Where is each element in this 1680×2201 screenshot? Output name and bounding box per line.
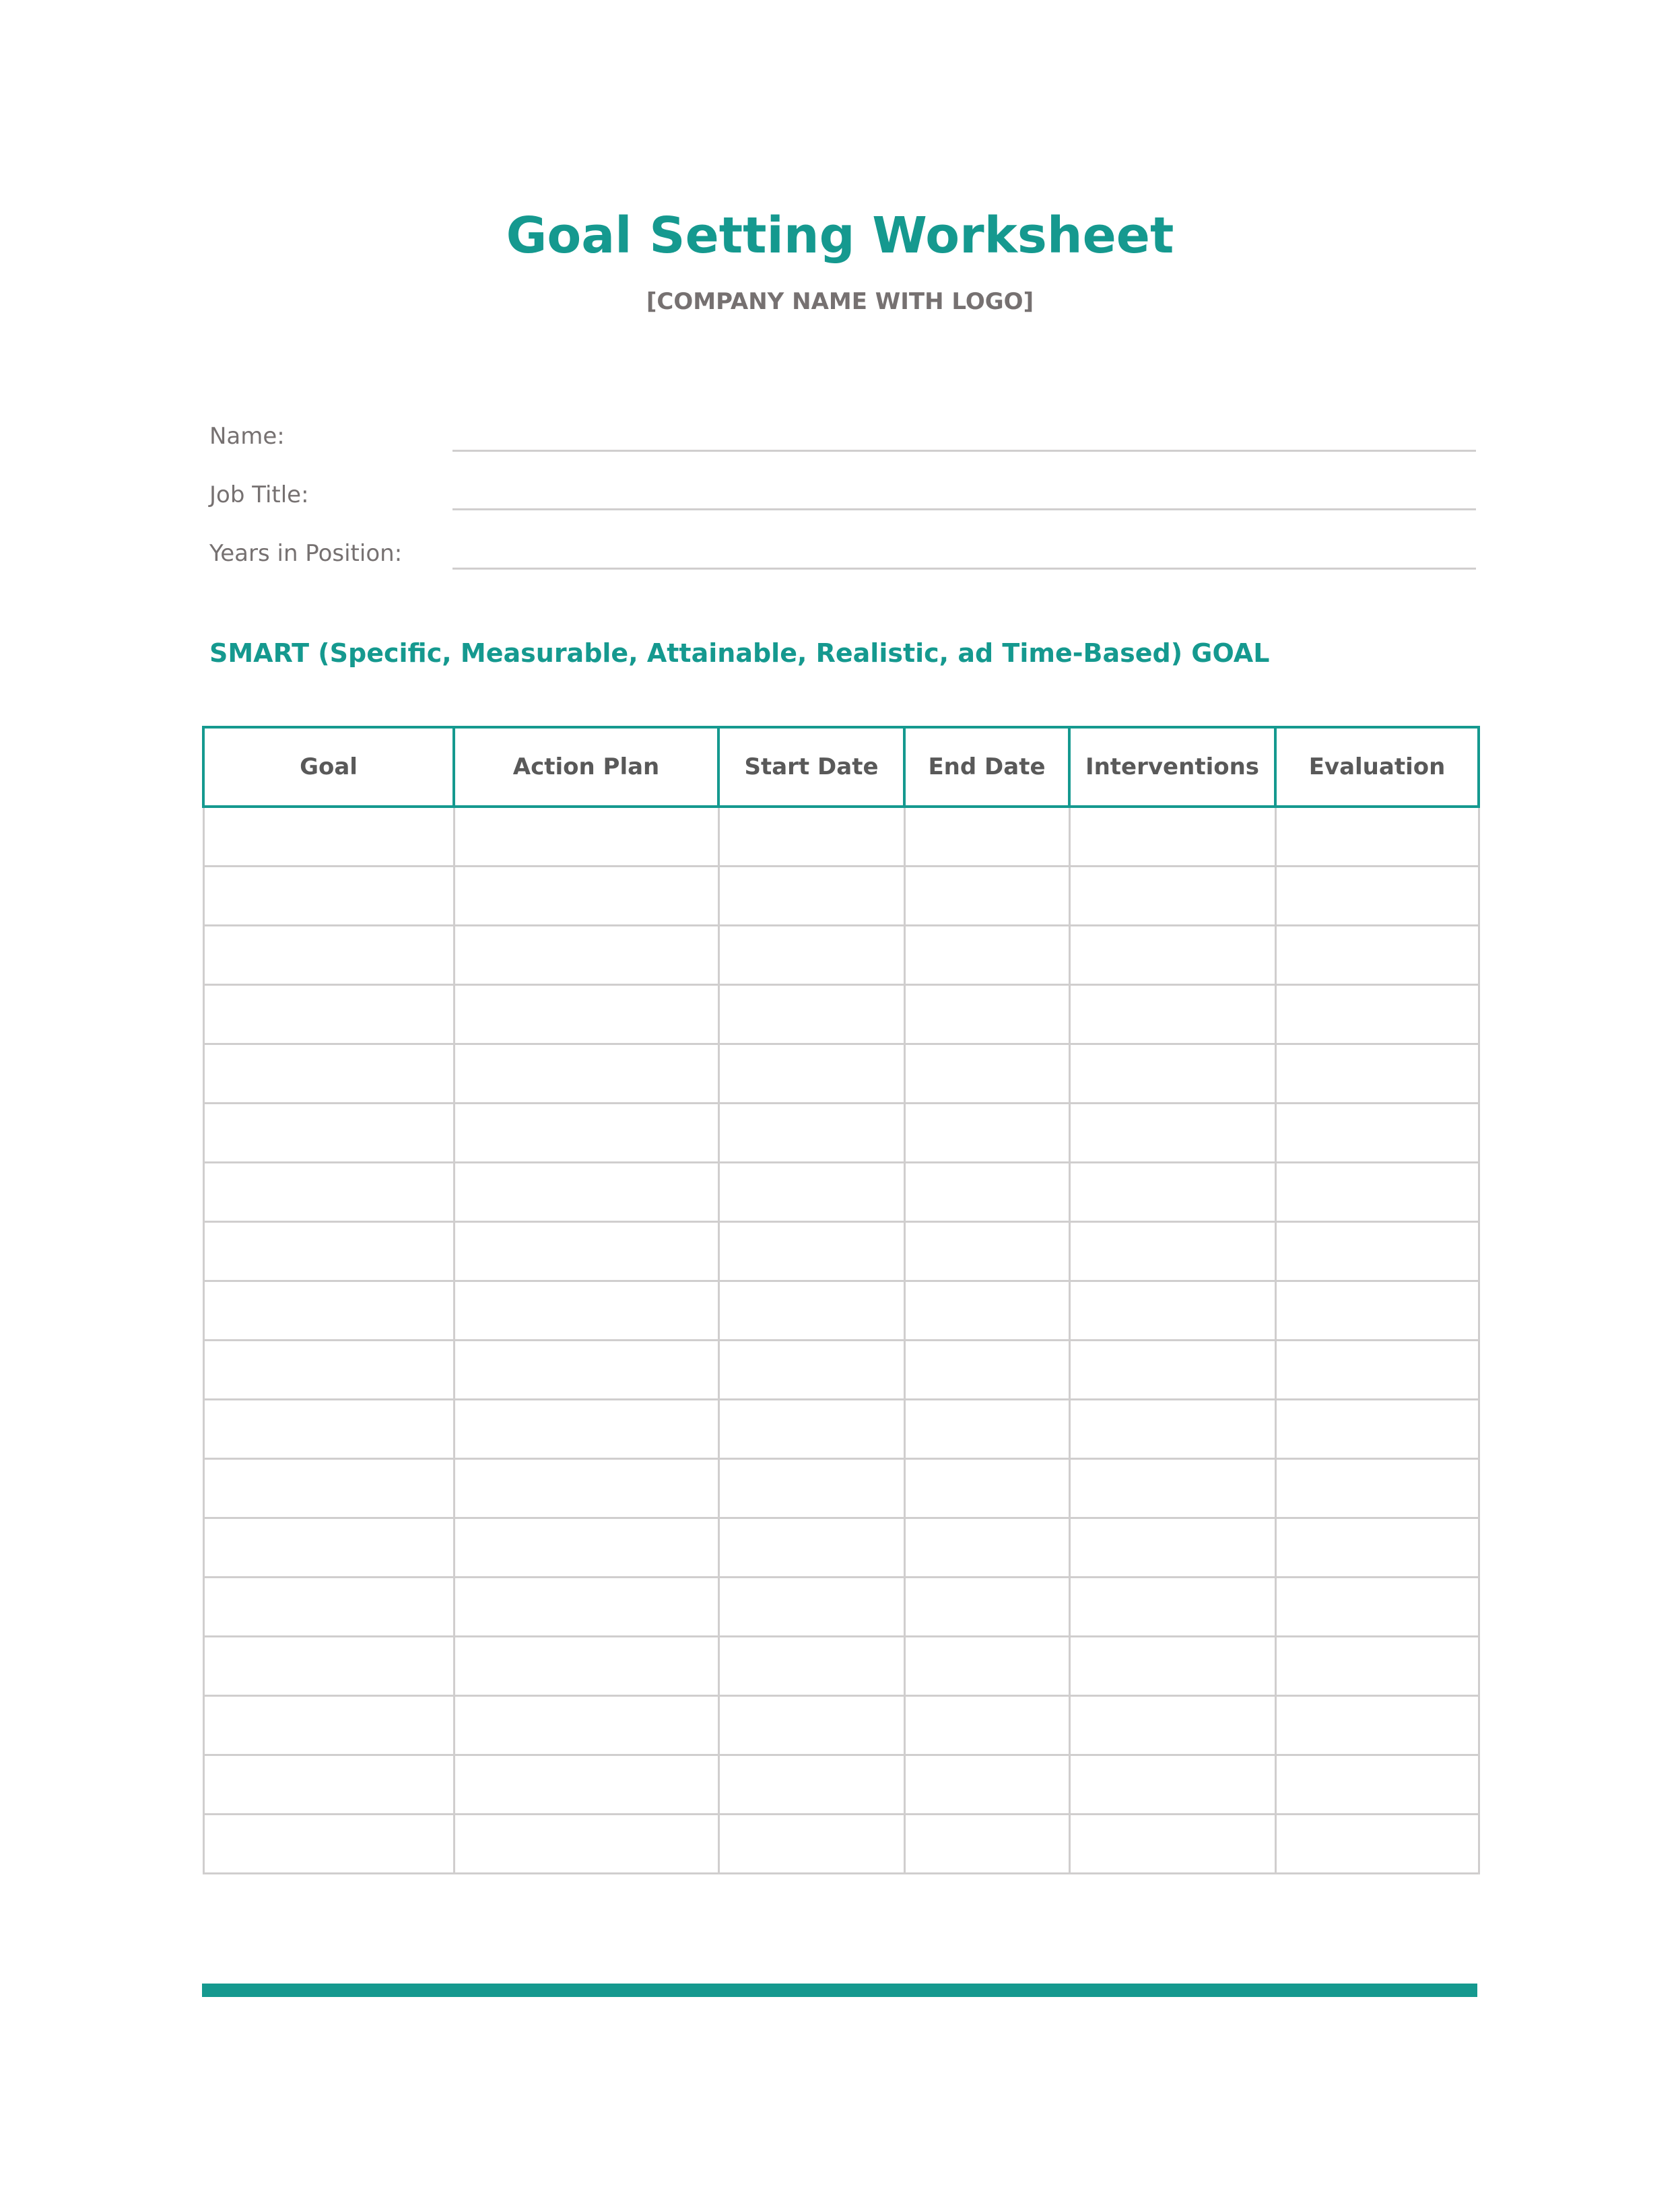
column-header-evaluation: Evaluation [1275, 727, 1479, 807]
cell-interventions[interactable] [1069, 1044, 1275, 1104]
cell-interventions[interactable] [1069, 1637, 1275, 1696]
cell-start-date[interactable] [718, 1815, 904, 1874]
cell-evaluation[interactable] [1275, 1459, 1479, 1518]
cell-action-plan[interactable] [454, 807, 718, 867]
cell-interventions[interactable] [1069, 1341, 1275, 1400]
cell-interventions[interactable] [1069, 1163, 1275, 1222]
name-field[interactable] [452, 450, 1476, 452]
page-title: Goal Setting Worksheet [506, 207, 1174, 265]
cell-goal[interactable] [203, 1400, 454, 1459]
cell-action-plan[interactable] [454, 1400, 718, 1459]
cell-end-date[interactable] [904, 1696, 1069, 1755]
cell-start-date[interactable] [718, 1341, 904, 1400]
cell-action-plan[interactable] [454, 1459, 718, 1518]
table-row [203, 1815, 1479, 1874]
table-header-row [203, 727, 1479, 807]
cell-goal[interactable] [203, 1459, 454, 1518]
cell-evaluation[interactable] [1275, 926, 1479, 985]
cell-start-date[interactable] [718, 1104, 904, 1163]
cell-start-date[interactable] [718, 1459, 904, 1518]
cell-end-date[interactable] [904, 1459, 1069, 1518]
table-row [203, 1637, 1479, 1696]
table-row [203, 1163, 1479, 1222]
cell-evaluation[interactable] [1275, 1104, 1479, 1163]
goal-table [202, 726, 1480, 1874]
cell-evaluation[interactable] [1275, 1222, 1479, 1281]
cell-evaluation[interactable] [1275, 1341, 1479, 1400]
cell-start-date[interactable] [718, 807, 904, 867]
cell-evaluation[interactable] [1275, 807, 1479, 867]
cell-action-plan[interactable] [454, 1341, 718, 1400]
cell-action-plan[interactable] [454, 1578, 718, 1637]
name-label: Name: [209, 423, 285, 450]
column-header-action-plan: Action Plan [454, 727, 718, 807]
table-row [203, 1755, 1479, 1815]
cell-action-plan[interactable] [454, 1518, 718, 1578]
cell-goal[interactable] [203, 1755, 454, 1815]
column-header-interventions: Interventions [1069, 727, 1275, 807]
column-header-end-date: End Date [904, 727, 1069, 807]
cell-end-date[interactable] [904, 926, 1069, 985]
cell-end-date[interactable] [904, 1044, 1069, 1104]
table-row [203, 985, 1479, 1044]
cell-evaluation[interactable] [1275, 985, 1479, 1044]
cell-goal[interactable] [203, 1104, 454, 1163]
cell-action-plan[interactable] [454, 985, 718, 1044]
cell-goal[interactable] [203, 1696, 454, 1755]
cell-evaluation[interactable] [1275, 1755, 1479, 1815]
cell-evaluation[interactable] [1275, 1696, 1479, 1755]
cell-start-date[interactable] [718, 1696, 904, 1755]
smart-goal-heading: SMART (Specific, Measurable, Attainable, Realistic, ad Time-Based) GOAL [209, 638, 1270, 668]
cell-action-plan[interactable] [454, 867, 718, 926]
cell-interventions[interactable] [1069, 1518, 1275, 1578]
years-in-position-label: Years in Position: [209, 540, 403, 567]
cell-end-date[interactable] [904, 1815, 1069, 1874]
cell-end-date[interactable] [904, 1518, 1069, 1578]
table-row [203, 926, 1479, 985]
cell-evaluation[interactable] [1275, 1578, 1479, 1637]
table-row [203, 1341, 1479, 1400]
cell-goal[interactable] [203, 985, 454, 1044]
cell-interventions[interactable] [1069, 1755, 1275, 1815]
cell-start-date[interactable] [718, 1222, 904, 1281]
cell-interventions[interactable] [1069, 926, 1275, 985]
cell-start-date[interactable] [718, 1400, 904, 1459]
table-row [203, 867, 1479, 926]
cell-goal[interactable] [203, 1222, 454, 1281]
cell-goal[interactable] [203, 1341, 454, 1400]
cell-interventions[interactable] [1069, 867, 1275, 926]
cell-evaluation[interactable] [1275, 1400, 1479, 1459]
cell-evaluation[interactable] [1275, 867, 1479, 926]
cell-interventions[interactable] [1069, 1696, 1275, 1755]
table-row [203, 1104, 1479, 1163]
cell-end-date[interactable] [904, 1578, 1069, 1637]
table-row [203, 1696, 1479, 1755]
cell-action-plan[interactable] [454, 1222, 718, 1281]
cell-interventions[interactable] [1069, 807, 1275, 867]
cell-action-plan[interactable] [454, 926, 718, 985]
cell-action-plan[interactable] [454, 1104, 718, 1163]
cell-goal[interactable] [203, 1163, 454, 1222]
cell-goal[interactable] [203, 867, 454, 926]
cell-action-plan[interactable] [454, 1637, 718, 1696]
cell-end-date[interactable] [904, 1755, 1069, 1815]
cell-end-date[interactable] [904, 985, 1069, 1044]
cell-start-date[interactable] [718, 867, 904, 926]
years-in-position-field[interactable] [452, 568, 1476, 570]
cell-goal[interactable] [203, 807, 454, 867]
cell-start-date[interactable] [718, 1044, 904, 1104]
column-header-goal: Goal [203, 727, 454, 807]
cell-evaluation[interactable] [1275, 1518, 1479, 1578]
cell-interventions[interactable] [1069, 1104, 1275, 1163]
job-title-label: Job Title: [209, 481, 309, 508]
cell-goal[interactable] [203, 1518, 454, 1578]
cell-end-date[interactable] [904, 1341, 1069, 1400]
cell-evaluation[interactable] [1275, 1163, 1479, 1222]
job-title-field[interactable] [452, 508, 1476, 510]
footer-accent-bar [202, 1984, 1477, 1997]
cell-action-plan[interactable] [454, 1815, 718, 1874]
goal-table-body [203, 807, 1479, 1874]
cell-start-date[interactable] [718, 1637, 904, 1696]
cell-end-date[interactable] [904, 1104, 1069, 1163]
cell-end-date[interactable] [904, 1400, 1069, 1459]
cell-evaluation[interactable] [1275, 1815, 1479, 1874]
table-row [203, 1518, 1479, 1578]
cell-interventions[interactable] [1069, 1459, 1275, 1518]
table-row [203, 1400, 1479, 1459]
table-row [203, 807, 1479, 867]
cell-goal[interactable] [203, 1578, 454, 1637]
cell-end-date[interactable] [904, 1222, 1069, 1281]
cell-interventions[interactable] [1069, 985, 1275, 1044]
cell-interventions[interactable] [1069, 1400, 1275, 1459]
table-row [203, 1222, 1479, 1281]
table-row [203, 1281, 1479, 1341]
cell-action-plan[interactable] [454, 1163, 718, 1222]
cell-end-date[interactable] [904, 867, 1069, 926]
cell-action-plan[interactable] [454, 1044, 718, 1104]
table-row [203, 1459, 1479, 1518]
cell-action-plan[interactable] [454, 1281, 718, 1341]
cell-start-date[interactable] [718, 926, 904, 985]
cell-end-date[interactable] [904, 1281, 1069, 1341]
cell-evaluation[interactable] [1275, 1637, 1479, 1696]
cell-goal[interactable] [203, 1637, 454, 1696]
cell-end-date[interactable] [904, 1163, 1069, 1222]
cell-start-date[interactable] [718, 1518, 904, 1578]
cell-goal[interactable] [203, 1044, 454, 1104]
cell-interventions[interactable] [1069, 1222, 1275, 1281]
table-row [203, 1044, 1479, 1104]
cell-interventions[interactable] [1069, 1281, 1275, 1341]
company-name-placeholder: [COMPANY NAME WITH LOGO] [646, 288, 1034, 315]
column-header-start-date: Start Date [718, 727, 904, 807]
cell-goal[interactable] [203, 1815, 454, 1874]
cell-goal[interactable] [203, 1281, 454, 1341]
cell-interventions[interactable] [1069, 1815, 1275, 1874]
cell-goal[interactable] [203, 926, 454, 985]
cell-start-date[interactable] [718, 1578, 904, 1637]
table-row [203, 1578, 1479, 1637]
cell-evaluation[interactable] [1275, 1044, 1479, 1104]
cell-start-date[interactable] [718, 985, 904, 1044]
cell-end-date[interactable] [904, 807, 1069, 867]
cell-end-date[interactable] [904, 1637, 1069, 1696]
cell-start-date[interactable] [718, 1755, 904, 1815]
cell-action-plan[interactable] [454, 1696, 718, 1755]
cell-start-date[interactable] [718, 1281, 904, 1341]
cell-start-date[interactable] [718, 1163, 904, 1222]
cell-interventions[interactable] [1069, 1578, 1275, 1637]
cell-evaluation[interactable] [1275, 1281, 1479, 1341]
cell-action-plan[interactable] [454, 1755, 718, 1815]
